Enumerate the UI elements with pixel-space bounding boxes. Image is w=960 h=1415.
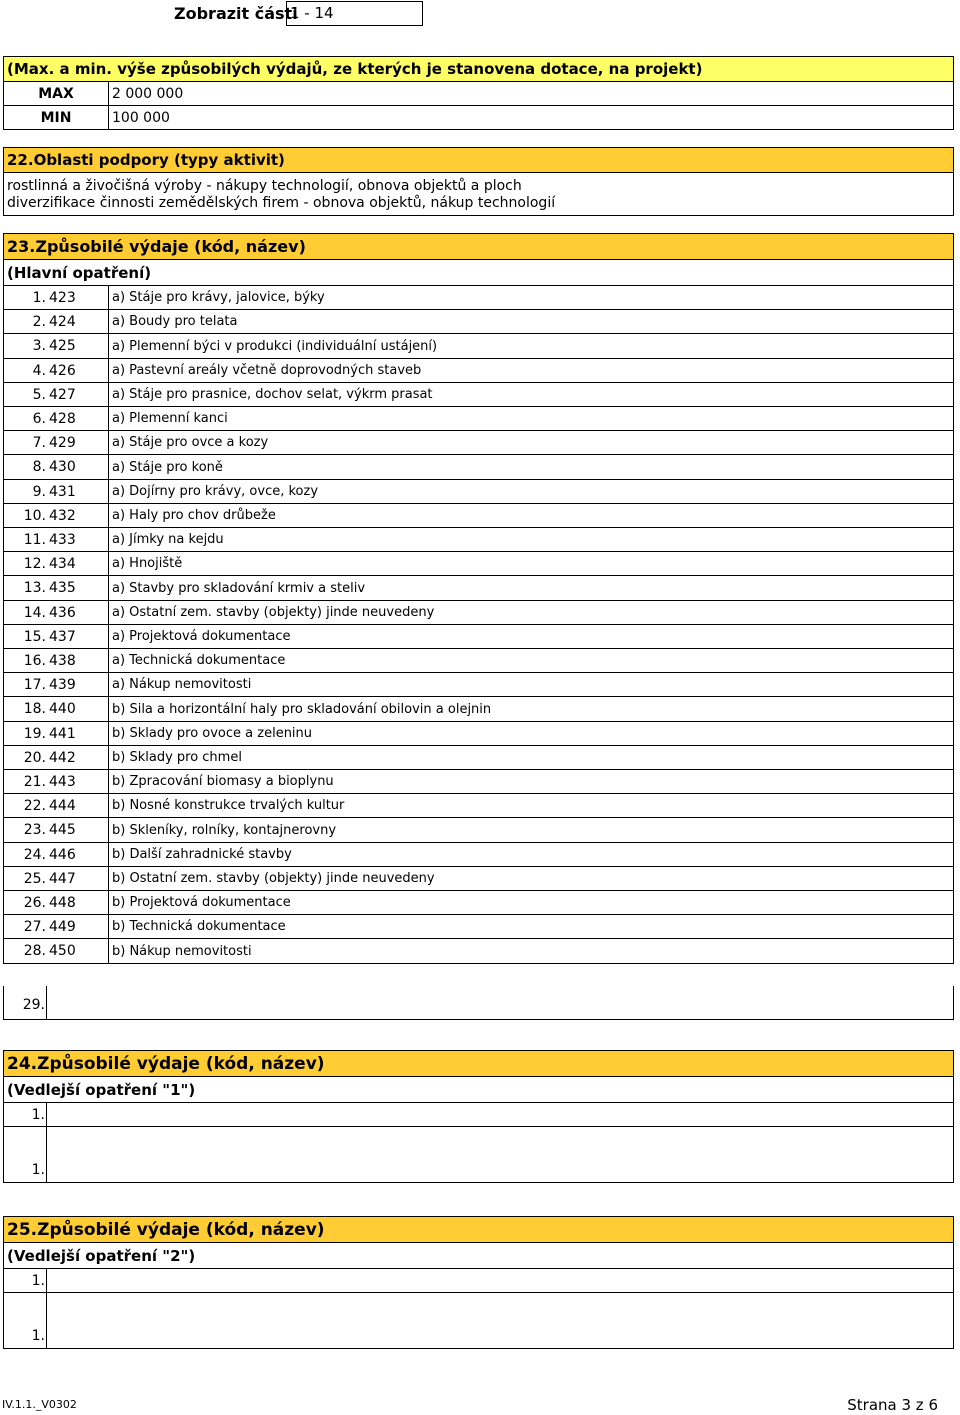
row-number: 16. <box>23 652 46 669</box>
table-row <box>3 915 954 939</box>
cost-description: b) Technická dokumentace <box>112 919 286 934</box>
cost-description: a) Pastevní areály včetně doprovodných staveb <box>112 363 422 378</box>
cost-description: a) Technická dokumentace <box>112 653 286 668</box>
cost-code: 441 <box>47 722 109 745</box>
cost-code: 424 <box>47 310 109 333</box>
footer-form-code: IV.1.1._V0302 <box>2 1398 77 1411</box>
cost-description: b) Sila a horizontální haly pro skladování obilovin a olejnin <box>112 701 492 717</box>
table-row <box>3 1269 954 1293</box>
cost-description: a) Dojírny pro krávy, ovce, kozy <box>112 484 319 499</box>
cost-code: 445 <box>47 818 109 842</box>
table-row <box>3 334 954 359</box>
cost-description: b) Zpracování biomasy a bioplynu <box>112 774 334 789</box>
cost-code: 434 <box>47 552 109 575</box>
cost-code: 443 <box>47 770 109 793</box>
row-number: 17. <box>23 676 46 693</box>
row-number: 4. <box>32 362 46 379</box>
cost-code: 430 <box>47 455 109 479</box>
table-row <box>3 1103 954 1127</box>
cost-description: a) Plemenní kanci <box>112 411 228 426</box>
row-number: 1. <box>4 1127 47 1182</box>
eligible-costs-secondary2-subtitle: (Vedlejší opatření "2") <box>3 1243 954 1269</box>
cost-description: a) Ostatní zem. stavby (objekty) jinde neuvedeny <box>112 605 435 620</box>
cost-description: a) Nákup nemovitosti <box>112 677 252 692</box>
row-number: 3. <box>32 338 46 354</box>
footer-page-number: Strana 3 z 6 <box>847 1396 938 1414</box>
table-row <box>3 794 954 818</box>
table-row <box>3 697 954 722</box>
table-row <box>3 383 954 407</box>
row-number: 9. <box>32 483 46 500</box>
table-row <box>3 504 954 528</box>
row-number: 7. <box>32 434 46 451</box>
cost-code: 432 <box>47 504 109 527</box>
cost-code: 446 <box>47 843 109 866</box>
table-row <box>3 576 954 601</box>
cost-code: 438 <box>47 649 109 672</box>
table-row <box>3 867 954 891</box>
row-number: 2. <box>32 313 46 330</box>
cost-code: 450 <box>47 939 109 963</box>
table-row <box>3 552 954 576</box>
cost-description: a) Plemenní býci v produkci (individuální ustájení) <box>112 338 438 354</box>
row-number: 25. <box>23 870 46 887</box>
row-number: 11. <box>23 531 46 548</box>
table-row <box>3 746 954 770</box>
row-number: 20. <box>23 749 46 766</box>
cost-code: 423 <box>47 286 109 309</box>
cost-description: b) Projektová dokumentace <box>112 895 291 910</box>
table-row <box>3 770 954 794</box>
eligible-costs-main-title: 23.Způsobilé výdaje (kód, název) <box>3 233 954 260</box>
cost-code: 429 <box>47 431 109 454</box>
cost-description: a) Hnojiště <box>112 556 183 571</box>
support-area-line: diverzifikace činnosti zemědělských firem - obnova objektů, nákup technologií <box>7 195 556 211</box>
cost-description: a) Jímky na kejdu <box>112 532 224 547</box>
eligible-costs-secondary1-subtitle: (Vedlejší opatření "1") <box>3 1077 954 1103</box>
row-number: 1. <box>4 1293 47 1348</box>
row-number: 1. <box>4 1269 47 1292</box>
table-row <box>3 1127 954 1183</box>
cost-code: 433 <box>47 528 109 551</box>
row-number: 13. <box>23 580 46 596</box>
cost-code: 448 <box>47 891 109 914</box>
cost-code: 440 <box>47 697 109 721</box>
table-row <box>3 1293 954 1349</box>
cost-description: b) Sklady pro ovoce a zeleninu <box>112 726 313 741</box>
cost-description: b) Nosné konstrukce trvalých kultur <box>112 798 345 813</box>
cost-description: a) Stáje pro prasnice, dochov selat, výkrm prasat <box>112 387 433 402</box>
max-value: 2 000 000 <box>112 85 184 102</box>
table-row <box>3 431 954 455</box>
row-number: 12. <box>23 555 46 572</box>
table-row <box>3 843 954 867</box>
table-row <box>3 407 954 431</box>
cost-code: 436 <box>47 601 109 624</box>
row-number: 15. <box>23 628 46 645</box>
cost-code: 447 <box>47 867 109 890</box>
row-number: 18. <box>23 701 46 717</box>
support-area-line: rostlinná a živočišná výroby - nákupy technologií, obnova objektů a ploch <box>7 178 522 194</box>
cost-description: a) Stáje pro koně <box>112 459 223 475</box>
table-row <box>3 528 954 552</box>
row-number: 10. <box>23 507 46 524</box>
row-number: 5. <box>32 386 46 403</box>
cost-description: a) Projektová dokumentace <box>112 629 291 644</box>
display-parts-field[interactable]: 1 - 14 <box>286 1 423 26</box>
cost-code: 425 <box>47 334 109 358</box>
table-row <box>3 480 954 504</box>
cost-description: b) Další zahradnické stavby <box>112 847 292 862</box>
cost-description: a) Stavby pro skladování krmiv a steliv <box>112 580 366 596</box>
eligible-costs-secondary2-title: 25.Způsobilé výdaje (kód, název) <box>3 1216 954 1243</box>
row-number: 8. <box>32 459 46 475</box>
cost-description: a) Stáje pro krávy, jalovice, býky <box>112 290 325 305</box>
row-number: 19. <box>23 725 46 742</box>
support-areas-body <box>3 173 954 216</box>
eligible-costs-main-subtitle: (Hlavní opatření) <box>3 260 954 286</box>
cost-code: 427 <box>47 383 109 406</box>
cost-description: a) Haly pro chov drůbeže <box>112 508 276 523</box>
table-row <box>3 625 954 649</box>
row-number: 28. <box>23 943 46 959</box>
cost-code: 444 <box>47 794 109 817</box>
table-row <box>3 359 954 383</box>
min-value: 100 000 <box>112 109 170 126</box>
min-row <box>3 106 954 130</box>
display-parts-label: Zobrazit části <box>174 4 298 23</box>
cost-description: b) Sklady pro chmel <box>112 750 242 765</box>
table-row <box>3 601 954 625</box>
min-label: MIN <box>4 106 109 129</box>
row-number: 6. <box>32 410 46 427</box>
cost-description: a) Boudy pro telata <box>112 314 238 329</box>
table-row <box>3 939 954 964</box>
cost-code: 426 <box>47 359 109 382</box>
table-row <box>3 286 954 310</box>
cost-code: 439 <box>47 673 109 696</box>
row-number: 21. <box>23 773 46 790</box>
max-row <box>3 82 954 106</box>
cost-code: 435 <box>47 576 109 600</box>
row-number: 1. <box>32 289 46 306</box>
table-row <box>3 891 954 915</box>
row-number: 1. <box>4 1103 47 1126</box>
row-number: 27. <box>23 918 46 935</box>
eligible-costs-secondary1-title: 24.Způsobilé výdaje (kód, název) <box>3 1050 954 1077</box>
table-row <box>3 818 954 843</box>
row-number: 29. <box>4 986 47 1019</box>
cost-description: b) Skleníky, rolníky, kontajnerovny <box>112 822 337 838</box>
row-number: 26. <box>23 894 46 911</box>
cost-code: 449 <box>47 915 109 938</box>
limits-section-title: (Max. a min. výše způsobilých výdajů, ze kterých je stanovena dotace, na projekt) <box>3 56 954 82</box>
max-label: MAX <box>4 82 109 105</box>
cost-description: b) Nákup nemovitosti <box>112 943 252 959</box>
cost-description: a) Stáje pro ovce a kozy <box>112 435 269 450</box>
row-number: 22. <box>23 797 46 814</box>
cost-code: 442 <box>47 746 109 769</box>
table-row <box>3 649 954 673</box>
table-row <box>3 310 954 334</box>
row-number: 14. <box>23 604 46 621</box>
table-row <box>3 722 954 746</box>
row-number: 24. <box>23 846 46 863</box>
table-row-extra <box>3 986 954 1020</box>
support-areas-title: 22.Oblasti podpory (typy aktivit) <box>3 147 954 173</box>
cost-code: 437 <box>47 625 109 648</box>
table-row <box>3 455 954 480</box>
table-row <box>3 673 954 697</box>
cost-code: 428 <box>47 407 109 430</box>
cost-description: b) Ostatní zem. stavby (objekty) jinde neuvedeny <box>112 871 435 886</box>
row-number: 23. <box>23 822 46 838</box>
cost-code: 431 <box>47 480 109 503</box>
